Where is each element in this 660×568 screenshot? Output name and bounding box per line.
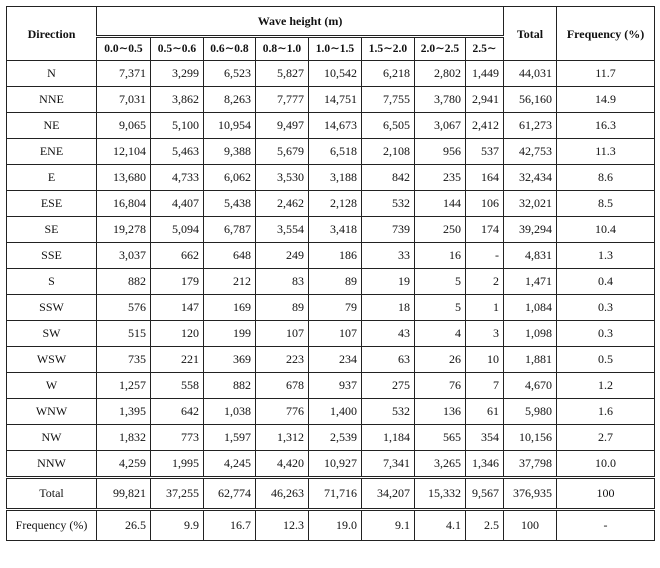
row-total-cell: 1,471 [504,269,557,295]
table-cell: 186 [309,243,362,269]
table-cell: 576 [97,295,151,321]
table-cell: 882 [97,269,151,295]
table-cell: 8,263 [204,87,256,113]
table-cell: 2,108 [362,139,415,165]
table-cell: 14,751 [309,87,362,113]
frequency-header: Frequency (%) [557,7,655,61]
table-cell: 37,255 [151,478,204,510]
table-cell: 532 [362,399,415,425]
table-cell: 662 [151,243,204,269]
table-cell: 14,673 [309,113,362,139]
table-cell: 6,523 [204,61,256,87]
frequency-row [7,510,655,541]
table-cell: 106 [466,191,504,217]
table-cell: 3,265 [415,451,466,478]
table-cell: 136 [415,399,466,425]
table-cell: 79 [309,295,362,321]
table-cell: 107 [309,321,362,347]
table-cell: 9,388 [204,139,256,165]
row-label: S [7,269,97,295]
table-cell: 5,094 [151,217,204,243]
table-cell: 107 [256,321,309,347]
row-label: E [7,165,97,191]
table-cell: 9.1 [362,510,415,541]
row-label: Frequency (%) [7,510,97,541]
table-cell: 249 [256,243,309,269]
table-cell: 5 [415,295,466,321]
row-frequency-cell: 100 [557,478,655,510]
table-cell: 9,567 [466,478,504,510]
table-cell: 34,207 [362,478,415,510]
table-cell: 120 [151,321,204,347]
row-frequency-cell: 8.5 [557,191,655,217]
row-frequency-cell: 10.0 [557,451,655,478]
table-cell: 5 [415,269,466,295]
table-cell: 1,832 [97,425,151,451]
row-label: ENE [7,139,97,165]
table-cell: 10 [466,347,504,373]
table-cell: 10,927 [309,451,362,478]
table-cell: 2,539 [309,425,362,451]
table-cell: 1,597 [204,425,256,451]
table-cell: 199 [204,321,256,347]
table-cell: 882 [204,373,256,399]
row-frequency-cell: 14.9 [557,87,655,113]
table-cell: 7,031 [97,87,151,113]
table-cell: 1,346 [466,451,504,478]
wave-height-table [6,6,655,541]
row-frequency-cell: 0.5 [557,347,655,373]
table-cell: 4,259 [97,451,151,478]
row-total-cell: 100 [504,510,557,541]
table-body [7,61,655,541]
table-cell: 63 [362,347,415,373]
table-cell: 6,787 [204,217,256,243]
table-cell: 275 [362,373,415,399]
table-cell: 537 [466,139,504,165]
table-cell: 4.1 [415,510,466,541]
table-cell: 678 [256,373,309,399]
table-cell: 3,554 [256,217,309,243]
table-row [7,425,655,451]
row-frequency-cell: 8.6 [557,165,655,191]
table-cell: 250 [415,217,466,243]
table-cell: 4 [415,321,466,347]
table-cell: 12,104 [97,139,151,165]
table-cell: 2.5 [466,510,504,541]
row-label: NNW [7,451,97,478]
row-total-cell: 1,098 [504,321,557,347]
row-total-cell: 61,273 [504,113,557,139]
table-row [7,87,655,113]
table-cell: 6,218 [362,61,415,87]
table-row [7,399,655,425]
table-cell: 26 [415,347,466,373]
table-cell: 221 [151,347,204,373]
table-cell: 3,037 [97,243,151,269]
table-cell: 19,278 [97,217,151,243]
table-cell: 565 [415,425,466,451]
table-cell: 773 [151,425,204,451]
table-row [7,61,655,87]
wave-table-container [6,6,654,541]
table-cell: 16,804 [97,191,151,217]
table-cell: 169 [204,295,256,321]
row-frequency-cell: 0.3 [557,295,655,321]
table-cell: 7,755 [362,87,415,113]
table-cell: 354 [466,425,504,451]
row-total-cell: 56,160 [504,87,557,113]
row-label: W [7,373,97,399]
table-row [7,139,655,165]
table-cell: 71,716 [309,478,362,510]
table-cell: 7 [466,373,504,399]
table-cell: 642 [151,399,204,425]
table-cell: 5,827 [256,61,309,87]
table-cell: 3,530 [256,165,309,191]
total-header: Total [504,7,557,61]
table-cell: 5,463 [151,139,204,165]
wave-bin-header: 2.0∼2.5 [415,37,466,61]
table-cell: 33 [362,243,415,269]
table-cell: 235 [415,165,466,191]
table-cell: 3,862 [151,87,204,113]
row-frequency-cell: 1.2 [557,373,655,399]
table-cell: 89 [309,269,362,295]
table-cell: 43 [362,321,415,347]
table-cell: 6,518 [309,139,362,165]
table-cell: 9,497 [256,113,309,139]
table-cell: 76 [415,373,466,399]
table-cell: 1 [466,295,504,321]
table-cell: 3,418 [309,217,362,243]
row-frequency-cell: 1.3 [557,243,655,269]
table-cell: 558 [151,373,204,399]
table-row [7,451,655,478]
row-label: WNW [7,399,97,425]
table-cell: 3,299 [151,61,204,87]
row-total-cell: 4,670 [504,373,557,399]
table-row [7,347,655,373]
table-row [7,269,655,295]
table-cell: 234 [309,347,362,373]
table-cell: 7,371 [97,61,151,87]
table-cell: 4,420 [256,451,309,478]
table-cell: 9,065 [97,113,151,139]
table-cell: 83 [256,269,309,295]
row-total-cell: 1,084 [504,295,557,321]
table-cell: 16.7 [204,510,256,541]
table-cell: 18 [362,295,415,321]
table-cell: 9.9 [151,510,204,541]
table-cell: 89 [256,295,309,321]
table-row [7,373,655,399]
row-frequency-cell: 10.4 [557,217,655,243]
table-cell: 26.5 [97,510,151,541]
row-label: SE [7,217,97,243]
table-cell: 179 [151,269,204,295]
table-cell: 2,412 [466,113,504,139]
table-cell: 1,995 [151,451,204,478]
table-cell: 515 [97,321,151,347]
wave-bin-header: 1.5∼2.0 [362,37,415,61]
table-row [7,243,655,269]
table-cell: 6,505 [362,113,415,139]
table-cell: 4,733 [151,165,204,191]
table-cell: 223 [256,347,309,373]
table-cell: 1,184 [362,425,415,451]
table-cell: 15,332 [415,478,466,510]
row-label: SW [7,321,97,347]
table-cell: 99,821 [97,478,151,510]
table-cell: 532 [362,191,415,217]
row-total-cell: 39,294 [504,217,557,243]
wave-bin-header: 0.0∼0.5 [97,37,151,61]
row-label: SSE [7,243,97,269]
table-cell: 842 [362,165,415,191]
table-cell: 7,777 [256,87,309,113]
table-cell: 5,438 [204,191,256,217]
header-row [7,7,655,37]
row-frequency-cell: 16.3 [557,113,655,139]
row-total-cell: 42,753 [504,139,557,165]
direction-header: Direction [7,7,97,61]
table-cell: 13,680 [97,165,151,191]
table-cell: 212 [204,269,256,295]
table-cell: 16 [415,243,466,269]
row-frequency-cell: 11.3 [557,139,655,165]
table-cell: 10,542 [309,61,362,87]
table-cell: 2,941 [466,87,504,113]
table-cell: 6,062 [204,165,256,191]
table-cell: 174 [466,217,504,243]
table-cell: 61 [466,399,504,425]
row-label: ESE [7,191,97,217]
row-total-cell: 4,831 [504,243,557,269]
table-row [7,113,655,139]
table-cell: 1,400 [309,399,362,425]
table-cell: 62,774 [204,478,256,510]
table-cell: - [466,243,504,269]
wave-bin-header: 2.5∼ [466,37,504,61]
table-cell: 735 [97,347,151,373]
table-cell: 648 [204,243,256,269]
table-row [7,217,655,243]
row-total-cell: 376,935 [504,478,557,510]
table-cell: 2,802 [415,61,466,87]
table-row [7,295,655,321]
table-cell: 776 [256,399,309,425]
table-cell: 164 [466,165,504,191]
table-cell: 5,679 [256,139,309,165]
table-cell: 144 [415,191,466,217]
table-row [7,191,655,217]
table-cell: 2 [466,269,504,295]
row-total-cell: 32,021 [504,191,557,217]
wave-bin-header: 0.6∼0.8 [204,37,256,61]
table-row [7,321,655,347]
table-cell: 369 [204,347,256,373]
table-cell: 1,038 [204,399,256,425]
table-cell: 7,341 [362,451,415,478]
table-cell: 1,395 [97,399,151,425]
row-frequency-cell: 0.4 [557,269,655,295]
wave-bin-header: 0.8∼1.0 [256,37,309,61]
row-label: WSW [7,347,97,373]
row-total-cell: 44,031 [504,61,557,87]
table-cell: 2,128 [309,191,362,217]
table-cell: 4,407 [151,191,204,217]
wave-bin-header: 1.0∼1.5 [309,37,362,61]
row-total-cell: 32,434 [504,165,557,191]
row-total-cell: 5,980 [504,399,557,425]
table-cell: 3,188 [309,165,362,191]
wave-bin-header: 0.5∼0.6 [151,37,204,61]
row-label: NE [7,113,97,139]
row-label: Total [7,478,97,510]
row-total-cell: 37,798 [504,451,557,478]
table-row [7,165,655,191]
wave-height-header: Wave height (m) [97,7,504,37]
row-total-cell: 1,881 [504,347,557,373]
table-cell: 147 [151,295,204,321]
table-cell: 3,780 [415,87,466,113]
table-cell: 19 [362,269,415,295]
table-cell: 12.3 [256,510,309,541]
table-cell: 1,312 [256,425,309,451]
table-cell: 3,067 [415,113,466,139]
table-cell: 4,245 [204,451,256,478]
table-cell: 19.0 [309,510,362,541]
table-cell: 3 [466,321,504,347]
total-row [7,478,655,510]
row-label: NW [7,425,97,451]
row-frequency-cell: 1.6 [557,399,655,425]
table-cell: 10,954 [204,113,256,139]
row-frequency-cell: - [557,510,655,541]
table-cell: 1,257 [97,373,151,399]
row-frequency-cell: 2.7 [557,425,655,451]
row-frequency-cell: 11.7 [557,61,655,87]
row-label: NNE [7,87,97,113]
table-cell: 739 [362,217,415,243]
table-cell: 937 [309,373,362,399]
table-cell: 956 [415,139,466,165]
table-cell: 1,449 [466,61,504,87]
table-cell: 46,263 [256,478,309,510]
row-label: SSW [7,295,97,321]
row-frequency-cell: 0.3 [557,321,655,347]
table-cell: 5,100 [151,113,204,139]
row-total-cell: 10,156 [504,425,557,451]
row-label: N [7,61,97,87]
table-cell: 2,462 [256,191,309,217]
